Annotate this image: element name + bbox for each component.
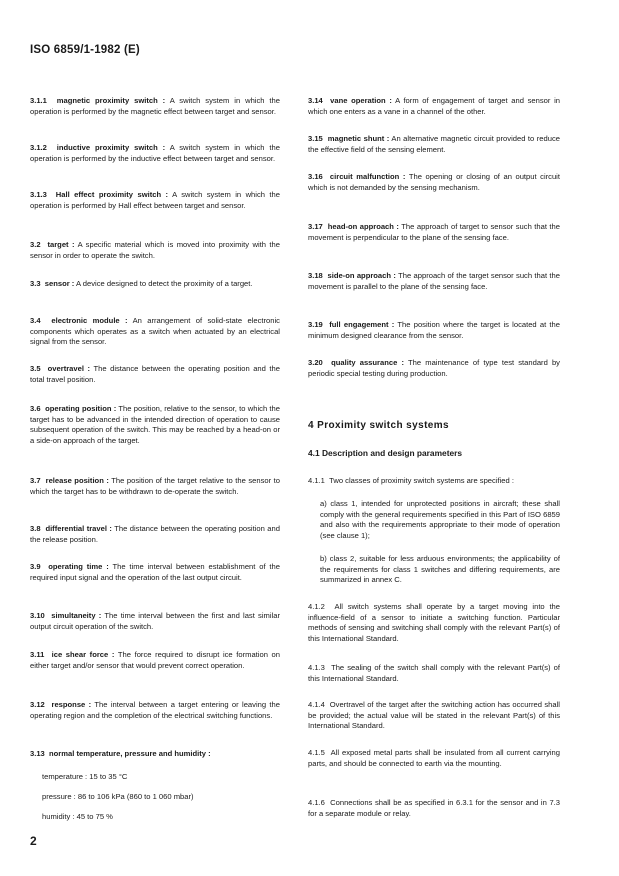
subsection-heading: 4.1 Description and design parameters — [308, 448, 463, 458]
section-heading: 4 Proximity switch systems — [308, 420, 450, 431]
definition-entry: 3.1.2 inductive proximity switch : A switch system in which the operation is performed by the inductive effect between target and sensor. — [30, 143, 280, 163]
definition-entry: 3.3 sensor : A device designed to detect the proximity of a target. — [30, 279, 253, 288]
clause-4-1-4: 4.1.4 Overtravel of the target after the switching action has occurred shall be provided; the actual value will be stated in the relevant Part(s) of this International Standard. — [308, 700, 560, 731]
definition-entry: 3.11 ice shear force : The force required to disrupt ice formation on either target and/or sensor that would prevent correct operation. — [30, 650, 280, 670]
definition-entry: 3.18 side-on approach : The approach of the target sensor such that the movement is parallel to the plane of the sensing face. — [308, 271, 560, 291]
definition-entry: 3.10 simultaneity : The time interval between the first and last similar output circuit operation of the switch. — [30, 611, 280, 631]
definition-entry: 3.13 normal temperature, pressure and humidity : — [30, 749, 211, 758]
definition-entry: 3.6 operating position : The position, relative to the sensor, to which the target has to be advanced in the intended direction of operation to cause subsequent operation of the switch. This may be reached by a head-on or a side-on approach of the target. — [30, 404, 280, 445]
document-header: ISO 6859/1-1982 (E) — [30, 44, 140, 56]
definition-entry: 3.1.1 magnetic proximity switch : A switch system in which the operation is performed by the magnetic effect between target and sensor. — [30, 96, 280, 116]
definition-entry: 3.4 electronic module : An arrangement of solid-state electronic components which operates as a switch when actuated by an electrical signal from the sensor. — [30, 316, 280, 347]
condition-temperature: temperature : 15 to 35 °C — [42, 772, 128, 781]
definition-entry: 3.20 quality assurance : The maintenance of type test standard by periodic special testing during production. — [308, 358, 560, 378]
definition-entry: 3.17 head-on approach : The approach of target to sensor such that the movement is perpendicular to the plane of the sensing face. — [308, 222, 560, 242]
definition-entry: 3.9 operating time : The time interval between establishment of the required input signal and the operation of the last output circuit. — [30, 562, 280, 582]
definition-entry: 3.2 target : A specific material which is moved into proximity with the sensor in order to operate the switch. — [30, 240, 280, 260]
clause-4-1-6: 4.1.6 Connections shall be as specified in 6.3.1 for the sensor and in 7.3 for a separate module or relay. — [308, 798, 560, 818]
definition-entry: 3.1.3 Hall effect proximity switch : A switch system in which the operation is performed by Hall effect between target and sensor. — [30, 190, 280, 210]
clause-4-1-5: 4.1.5 All exposed metal parts shall be insulated from all current carrying parts, and should be connected to earth via the mounting. — [308, 748, 560, 768]
definition-entry: 3.7 release position : The position of the target relative to the sensor to which the target has to be withdrawn to de-operate the switch. — [30, 476, 280, 496]
definition-entry: 3.16 circuit malfunction : The opening or closing of an output circuit which is not demanded by the sensing mechanism. — [308, 172, 560, 192]
definition-entry: 3.19 full engagement : The position where the target is located at the minimum designed clearance from the sensor. — [308, 320, 560, 340]
clause-4-1-2: 4.1.2 All switch systems shall operate by a target moving into the influence-field of a sensor to initiate a switching function. Particular methods of sensing and switching shall comply with the relevant Part(s) of this International Standard. — [308, 602, 560, 643]
definition-entry: 3.14 vane operation : A form of engagement of target and sensor in which one enters as a vane in a channel of the other. — [308, 96, 560, 116]
definition-entry: 3.15 magnetic shunt : An alternative magnetic circuit provided to reduce the effective field of the sensing element. — [308, 134, 560, 154]
list-item-b: b) class 2, suitable for less arduous environments; the applicability of the requirements for class 1 switches and differing requirements, are summarized in annex C. — [320, 554, 560, 585]
condition-pressure: pressure : 86 to 106 kPa (860 to 1 060 mbar) — [42, 792, 194, 801]
definition-entry: 3.5 overtravel : The distance between the operating position and the total travel position. — [30, 364, 280, 384]
page-number: 2 — [30, 834, 37, 848]
condition-humidity: humidity : 45 to 75 % — [42, 812, 113, 821]
definition-entry: 3.12 response : The interval between a target entering or leaving the operating region and the completion of the electrical switching functions. — [30, 700, 280, 720]
list-item-a: a) class 1, intended for unprotected positions in aircraft; these shall comply with the general requirements specified in this Part of ISO 6859 and also with the requirements appropriate to their mode of operation (see clause 1); — [320, 499, 560, 540]
clause-4-1-3: 4.1.3 The sealing of the switch shall comply with the relevant Part(s) of this International Standard. — [308, 663, 560, 683]
definition-entry: 3.8 differential travel : The distance between the operating position and the release position. — [30, 524, 280, 544]
clause-4-1-1: 4.1.1 Two classes of proximity switch systems are specified : — [308, 476, 514, 485]
